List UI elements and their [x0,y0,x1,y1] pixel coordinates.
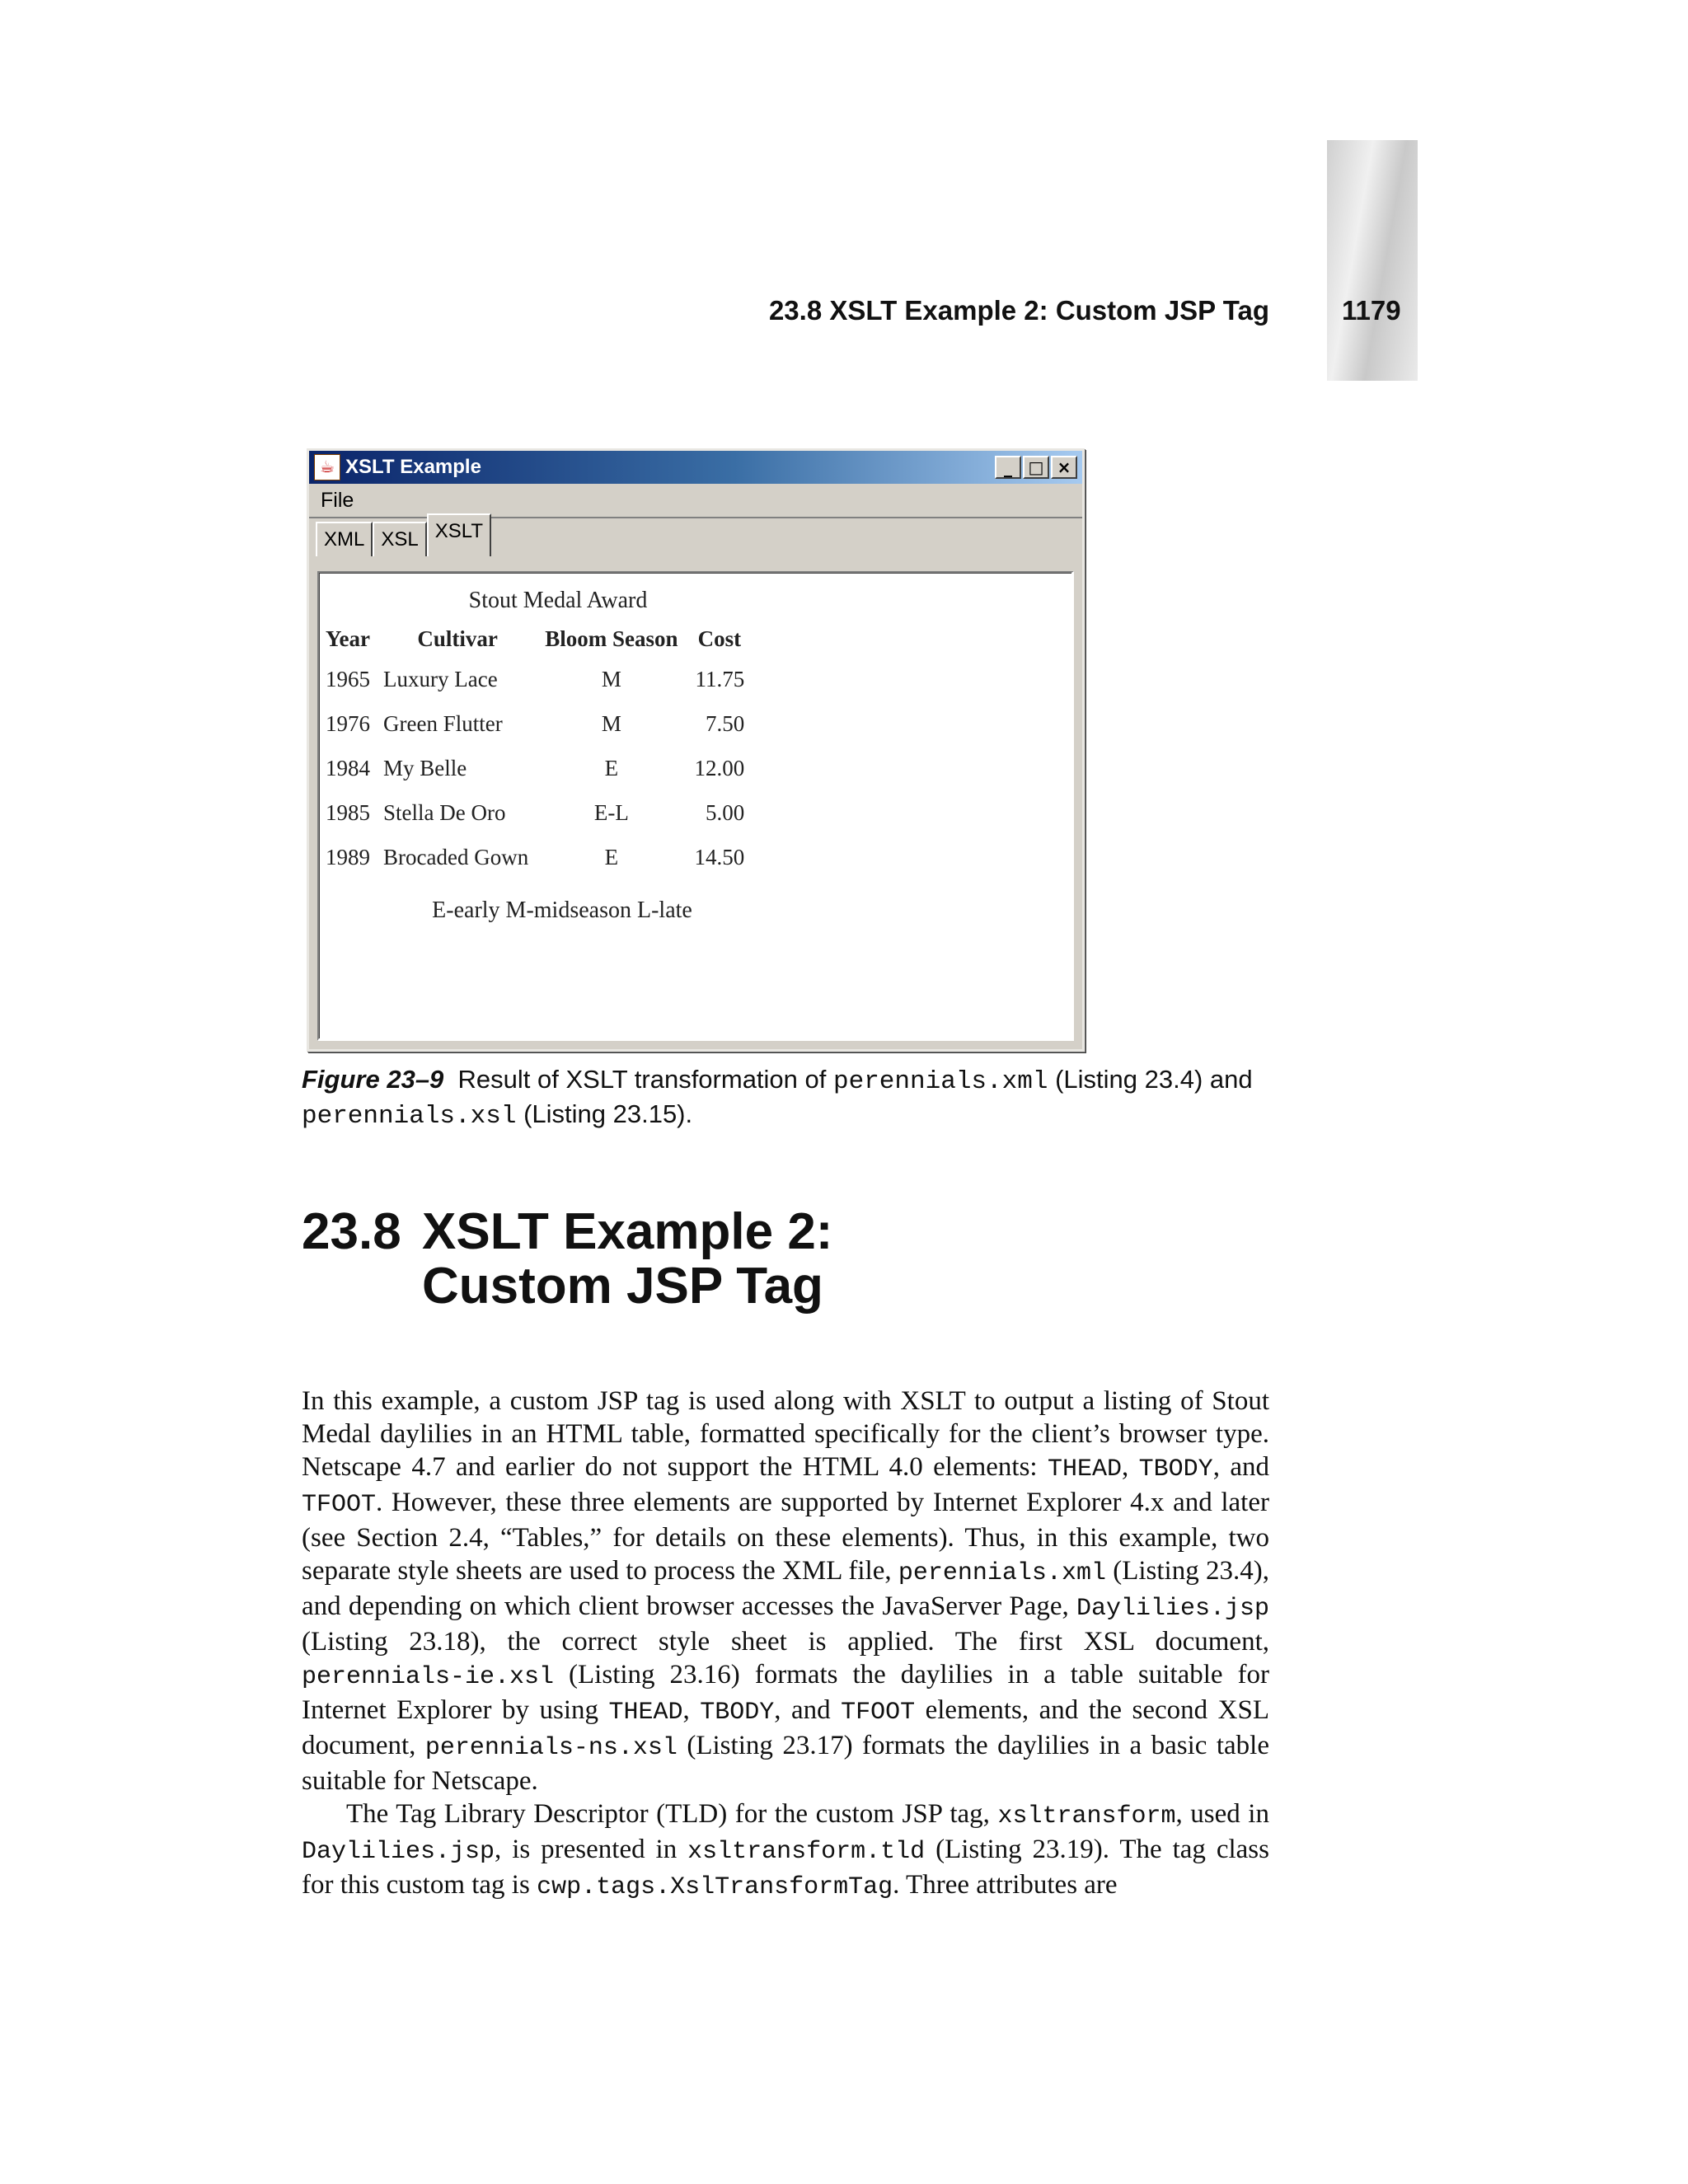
text-run: elements, and the second XSL document, [302,1695,1269,1760]
tab-strip [309,518,1082,556]
paragraph [302,1797,1269,1904]
window-titlebar[interactable] [309,451,1082,484]
cell-year: 1989 [326,844,370,869]
code-run: xsltransform.tld [687,1838,926,1866]
cell-season: M [601,666,621,691]
cell-season: E [604,755,619,780]
text-run: (Listing 23.17) formats the daylilies in a basic table suitable for Netscape. [302,1731,1269,1796]
text-run: , is presented in [495,1835,688,1864]
table-row [326,746,753,790]
menu-bar [309,484,1082,518]
table-row [326,790,753,835]
code-run: Daylilies.jsp [302,1838,495,1866]
cell-year: 1976 [326,710,370,736]
java-cup-icon: ☕ [314,454,340,480]
cell-year: 1984 [326,755,370,780]
header-cultivar: Cultivar [417,626,498,651]
tab-xml[interactable]: XML [316,522,373,556]
code-run: TFOOT [841,1699,916,1727]
paragraph [302,1385,1269,1797]
text-run: (Listing 23.19). The tag class for this custom tag is [302,1835,1269,1900]
text-run: . However, these three elements are supported by Internet Explorer 4.x and later (see Section 2.4, “Tables,” for details on these elements). Thus, in this example, two separate style sheets are used to process the XML file, [302,1488,1269,1586]
header-bloom-season: Bloom Season [545,626,678,651]
code-run: THEAD [1048,1455,1123,1483]
caption-text: Result of XSLT transformation of [457,1065,833,1094]
cell-cost: 7.50 [705,710,745,736]
header-cost: Cost [697,626,742,651]
text-run: , and [774,1695,842,1725]
cell-cultivar: Brocaded Gown [383,844,529,869]
body-text [302,1385,1269,1904]
cell-season: E [604,844,619,869]
text-run: In this example, a custom JSP tag is used along with XSLT to output a listing of Stout Medal daylilies in an HTML table, formatted specifically for the client’s browser type. Netscape 4.7 and earlier do not support the HTML 4.0 elements: [302,1386,1269,1482]
page-number: 1179 [1342,295,1401,326]
text-run: The Tag Library Descriptor (TLD) for the custom JSP tag, [346,1799,998,1829]
code-run: perennials.xml [898,1559,1106,1587]
section-title-line: Custom JSP Tag [422,1258,823,1315]
figure-label: Figure 23–9 [302,1065,444,1094]
text-run: , [1122,1452,1139,1482]
text-run: (Listing 23.16) formats the daylilies in a table suitable for Internet Explorer by using [302,1660,1269,1725]
section-title-line: XSLT Example 2: [422,1203,833,1260]
text-run: , used in [1175,1799,1269,1829]
tab-xslt[interactable]: XSLT [427,513,491,556]
text-run: , [682,1695,701,1725]
code-run: THEAD [608,1699,683,1727]
page-edge-tab [1327,140,1418,381]
code-run: perennials-ie.xsl [302,1663,555,1691]
table-caption: Stout Medal Award [468,588,648,613]
close-button[interactable]: × [1051,456,1077,479]
cell-cost: 14.50 [694,844,745,869]
cell-cost: 11.75 [695,666,745,691]
cell-cultivar: Green Flutter [383,710,503,736]
code-run: xsltransform [997,1802,1176,1830]
caption-code: perennials.xsl [302,1102,517,1131]
xslt-example-window [307,448,1085,1052]
code-run: TFOOT [302,1491,377,1519]
code-run: cwp.tags.XslTransformTag [537,1873,893,1901]
section-title [422,1205,832,1314]
caption-text: (Listing 23.15). [516,1099,693,1128]
text-run: (Listing 23.4), and depending on which client browser accesses the JavaServer Page, [302,1556,1269,1621]
code-run: TBODY [1138,1455,1213,1483]
table-row [326,835,753,879]
section-heading [302,1205,1269,1314]
running-head: 23.8 XSLT Example 2: Custom JSP Tag [768,295,1269,326]
season-legend: E-early M-midseason L-late [432,898,692,923]
code-run: perennials-ns.xsl [424,1734,678,1762]
text-run: . Three attributes are [893,1870,1118,1900]
code-run: Daylilies.jsp [1076,1595,1269,1623]
cell-season: E-L [593,799,629,825]
caption-text: (Listing 23.4) and [1048,1065,1253,1094]
cell-cost: 12.00 [694,755,745,780]
cell-cultivar: Stella De Oro [383,799,506,825]
tab-content-panel [317,571,1074,1041]
caption-code: perennials.xml [833,1067,1048,1096]
cell-cultivar: My Belle [383,755,467,780]
tab-xsl[interactable]: XSL [373,522,426,556]
cell-year: 1985 [326,799,370,825]
table-row [326,701,753,746]
text-run: , and [1212,1452,1269,1482]
cell-cost: 5.00 [705,799,745,825]
maximize-button[interactable]: □ [1023,456,1049,479]
table-row [326,657,753,701]
cell-cultivar: Luxury Lace [383,666,498,691]
header-year: Year [326,626,370,651]
window-title: XSLT Example [345,456,481,478]
daylily-table [326,621,753,879]
figure-caption [302,1063,1269,1132]
menu-file[interactable]: File [321,488,354,512]
minimize-button[interactable]: _ [995,456,1021,479]
text-run: (Listing 23.18), the correct style sheet is applied. The first XSL document, [302,1627,1269,1657]
code-run: TBODY [700,1699,775,1727]
table-header-row [326,621,753,657]
cell-season: M [601,710,621,736]
cell-year: 1965 [326,666,370,691]
section-number: 23.8 [302,1203,401,1260]
